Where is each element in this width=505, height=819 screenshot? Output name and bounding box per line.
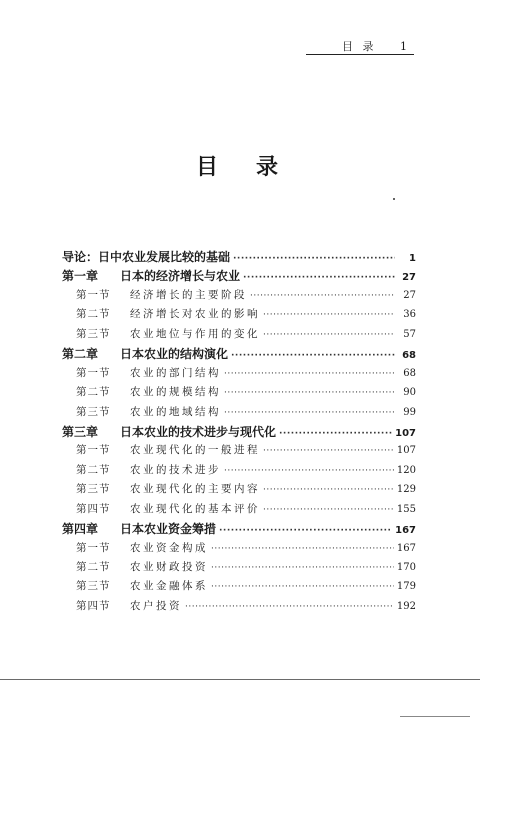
- toc-section-row: [62, 578, 416, 597]
- toc-entry-page: 155: [396, 503, 416, 515]
- toc-entry-page: 27: [402, 272, 416, 284]
- dot-leader: [263, 446, 394, 456]
- toc-entry-number: 第二章: [62, 347, 99, 362]
- toc-section-row: [62, 287, 416, 306]
- toc-entry-number: 第一章: [62, 269, 99, 284]
- dot-leader: [263, 485, 394, 495]
- toc-entry-number: 第二节: [76, 463, 111, 476]
- toc-entry-page: 68: [403, 367, 416, 379]
- toc-entry-number: 第二节: [76, 308, 111, 321]
- dot-leader: [243, 273, 395, 283]
- toc-entry-title: 经济增长对农业的影响: [130, 308, 260, 321]
- toc-entry-number: 第三节: [76, 580, 111, 593]
- dot-leader: [263, 330, 395, 340]
- toc-entry-number: 第三节: [76, 327, 111, 340]
- dot-leader: [231, 351, 395, 361]
- toc-entry-title: 农业现代化的主要内容: [130, 483, 260, 496]
- toc-chapter-row: [62, 520, 416, 539]
- dot-leader: [211, 563, 394, 573]
- running-header-title: 目 录: [342, 40, 377, 53]
- scan-rule-left: [0, 679, 480, 680]
- running-header: [306, 40, 414, 55]
- dot-leader: [185, 602, 394, 612]
- toc-entry-page: 170: [396, 562, 416, 573]
- toc-entry-page: 107: [395, 427, 416, 439]
- dot-leader: [263, 505, 394, 515]
- dot-leader: [224, 466, 394, 476]
- toc-entry-number: 第三章: [62, 424, 99, 439]
- running-header-page-number: 1: [400, 40, 410, 53]
- toc-section-row: [62, 306, 416, 325]
- dot-leader: [279, 429, 392, 439]
- toc-entry-page: 36: [403, 309, 416, 321]
- toc-entry-title: 农业的地域结构: [130, 405, 221, 418]
- page-title: 目录: [196, 155, 317, 180]
- toc-entry-number: 第四章: [62, 522, 99, 537]
- toc-entry-number: 第三节: [76, 405, 111, 418]
- toc-entry-page: 167: [396, 542, 416, 554]
- toc-entry-number: 第四节: [76, 599, 111, 612]
- toc-entry-page: 57: [403, 328, 416, 340]
- toc-entry-number: 第一节: [76, 444, 111, 457]
- dot-leader: [211, 544, 394, 554]
- toc-entry-title: 经济增长的主要阶段: [130, 288, 247, 301]
- toc-entry-page: 1: [409, 253, 416, 264]
- toc-chapter-row: [62, 345, 416, 364]
- toc-section-row: [62, 540, 416, 559]
- toc-entry-number: 第一节: [76, 366, 111, 379]
- dot-leader: [250, 291, 395, 301]
- dot-leader: [224, 408, 395, 418]
- dot-leader: [233, 254, 395, 264]
- toc-section-row: [62, 384, 416, 403]
- toc-entry-number: 第一节: [76, 541, 111, 554]
- toc-chapter-row: [62, 267, 416, 286]
- toc-entry-title: 农业现代化的一般进程: [130, 444, 260, 457]
- dot-leader: [219, 526, 392, 536]
- toc-entry-title: 农业的部门结构: [130, 366, 221, 379]
- toc-entry-title: 农业金融体系: [130, 580, 208, 593]
- dot-leader: [224, 369, 395, 379]
- toc-section-row: [62, 559, 416, 578]
- toc-entry-page: 90: [403, 387, 416, 399]
- toc-entry-title: 农户投资: [130, 599, 182, 612]
- dot-leader: [211, 582, 394, 592]
- toc-section-row: [62, 326, 416, 345]
- toc-entry-page: 107: [396, 445, 416, 457]
- toc-entry-page: 129: [396, 484, 416, 496]
- toc-chapter-row: [62, 248, 416, 267]
- toc-entry-page: 27: [403, 289, 416, 301]
- toc-section-row: [62, 481, 416, 500]
- toc-entry-title: 导论：日中农业发展比较的基础: [62, 250, 231, 264]
- toc-section-row: [62, 501, 416, 520]
- toc-entry-title: 农业现代化的基本评价: [130, 502, 260, 515]
- toc-entry-number: 第一节: [76, 288, 111, 301]
- toc-section-row: [62, 404, 416, 423]
- toc-entry-page: 192: [396, 600, 416, 612]
- toc-entry-number: 第二节: [76, 561, 111, 573]
- speck: [393, 198, 395, 200]
- toc-entry-number: 第三节: [76, 483, 111, 496]
- toc-entry-title: 农业的规模结构: [130, 386, 221, 399]
- toc-entry-title: 日本农业的结构演化: [120, 347, 229, 362]
- toc-entry-page: 68: [402, 350, 416, 362]
- toc-entry-page: 99: [403, 406, 416, 418]
- toc-section-row: [62, 365, 416, 384]
- scan-rule-right: [400, 716, 470, 717]
- toc-entry-number: 第二节: [76, 386, 111, 399]
- toc-entry-title: 日本的经济增长与农业: [120, 269, 241, 284]
- toc-entry-page: 120: [396, 464, 416, 476]
- dot-leader: [263, 310, 395, 320]
- toc-entry-title: 日本农业的技术进步与现代化: [120, 424, 277, 439]
- toc-entry-title: 农业的技术进步: [130, 463, 221, 476]
- toc-entry-title: 农业资金构成: [130, 541, 208, 554]
- table-of-contents: [62, 248, 416, 617]
- toc-section-row: [62, 462, 416, 481]
- toc-entry-page: 179: [396, 581, 416, 593]
- dot-leader: [224, 388, 395, 398]
- toc-section-row: [62, 442, 416, 461]
- toc-entry-title: 农业财政投资: [130, 561, 208, 573]
- toc-entry-title: 日本农业资金筹措: [120, 522, 217, 537]
- toc-chapter-row: [62, 423, 416, 442]
- toc-entry-title: 农业地位与作用的变化: [130, 327, 260, 340]
- toc-section-row: [62, 598, 416, 617]
- toc-entry-number: 第四节: [76, 502, 111, 515]
- toc-entry-page: 167: [395, 525, 416, 537]
